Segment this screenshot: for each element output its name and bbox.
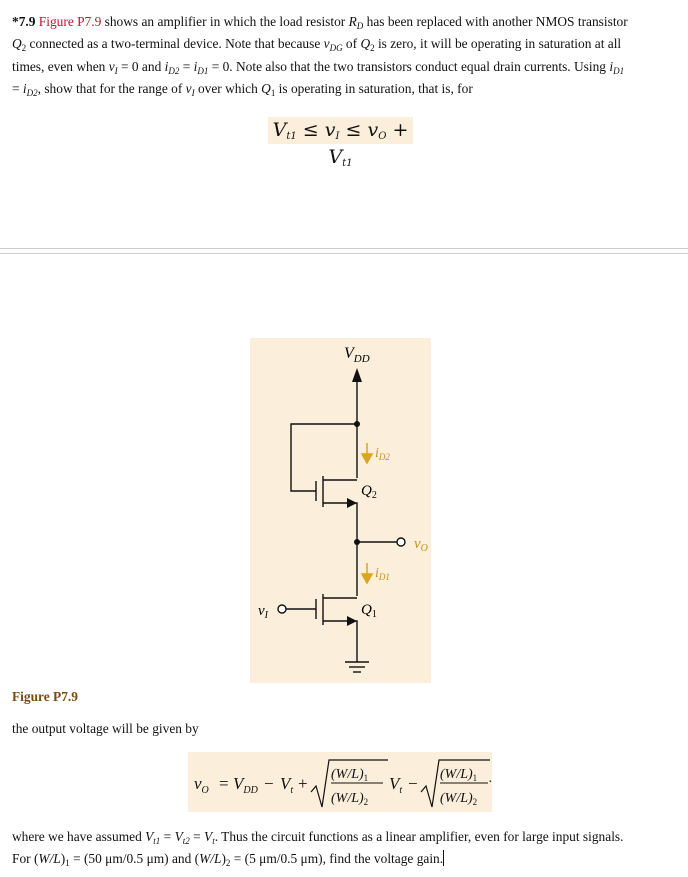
symbol-id2: i (164, 58, 169, 74)
sub: 1 (472, 773, 478, 783)
text: ) (60, 851, 66, 867)
sub: O (201, 785, 209, 796)
text: shows an amplifier in which the load resistor (101, 14, 349, 29)
text: = (12, 81, 23, 97)
sub: 2 (472, 797, 478, 807)
sym: V (272, 119, 287, 141)
text: , show that for the range of (37, 81, 186, 97)
sub: I (114, 65, 118, 76)
symbol-vdg: v (323, 36, 330, 52)
sub: t (212, 836, 215, 846)
text: of (342, 36, 361, 52)
vdd-label: $V_{DD}$ (344, 345, 370, 365)
sub: t (399, 785, 403, 796)
sub: DD (243, 785, 258, 796)
symbol-q2: Q (12, 36, 22, 52)
sym: v (324, 119, 336, 141)
text: = 0. Note also that the two transistors conduct equal drain currents. Using (208, 58, 610, 74)
sub: 2 (225, 858, 231, 869)
sym: − (408, 774, 418, 793)
sym: + (392, 119, 409, 141)
svg-text:(W/L)1 (440, 767, 477, 783)
svg-text:vO (194, 774, 209, 796)
sym: V (328, 146, 343, 168)
text: over which (194, 81, 262, 97)
output-intro: the output voltage will be given by (12, 721, 199, 736)
figure-link[interactable]: Figure P7.9 (38, 14, 102, 29)
symbol-vi: v (108, 58, 115, 74)
svg-text:(W/L)1 (331, 767, 368, 783)
sub: t1 (286, 131, 297, 142)
sub: 1 (363, 773, 369, 783)
text: For ( (12, 851, 39, 867)
sub: 1 (65, 858, 70, 869)
symbol-id2: i (22, 81, 27, 97)
text: = (189, 829, 205, 844)
svg-text:(W/L)2 (440, 791, 477, 807)
text: is operating in saturation, that is, for (275, 81, 473, 97)
sub: I (335, 131, 340, 142)
text: = 0 and (117, 58, 165, 74)
sym: (W/L) (440, 791, 473, 806)
text: ) (221, 851, 226, 867)
q2-label: $Q_2$ (361, 483, 377, 501)
conclusion-text (12, 826, 676, 871)
sym: (W/L) (331, 791, 364, 806)
sym: W/L (38, 851, 61, 867)
sub: DG (329, 43, 343, 54)
figure-caption: Figure P7.9 (12, 689, 78, 704)
sym: ≤ (345, 119, 362, 141)
vo-label: $v_O$ (414, 536, 428, 554)
text: is zero, it will be operating in saturation at all (374, 36, 622, 52)
sym: + (298, 774, 308, 793)
sym: V (145, 829, 154, 844)
symbol-id1: i (193, 58, 198, 74)
sub: D (356, 21, 364, 31)
sym: V (174, 829, 183, 844)
text: = (50 μm/0.5 μm) and ( (69, 851, 200, 867)
svg-text:VDD (233, 774, 259, 796)
text: = (5 μm/0.5 μm), find the voltage gain. (230, 851, 444, 867)
text: = (179, 58, 194, 74)
sym: V (204, 829, 213, 844)
sym: V (389, 774, 400, 793)
sym: − (264, 774, 274, 793)
sym: ≤ (302, 119, 319, 141)
text: . Thus the circuit functions as a linear amplifier, even for large input signals. (214, 829, 624, 844)
sym: W/L (199, 851, 222, 867)
symbol-id1: i (609, 58, 614, 74)
sub: O (378, 131, 387, 142)
sub: t1 (342, 158, 353, 169)
sub: 1 (270, 88, 276, 99)
sub: 2 (370, 43, 375, 54)
symbol-vi: v (185, 81, 192, 97)
id1-label: $i_{D1}$ (375, 566, 390, 582)
svg-text:Vt (389, 774, 402, 796)
sym: V (233, 774, 244, 793)
symbol-q1: Q (261, 81, 271, 97)
symbol-q2: Q (360, 36, 371, 52)
id2-label: $i_{D2}$ (375, 446, 390, 462)
sub: 2 (21, 43, 27, 54)
sub: t (290, 785, 294, 796)
sub: 2 (363, 797, 369, 807)
symbol-rd: R (348, 14, 357, 29)
text: connected as a two-terminal device. Note that because (26, 36, 324, 52)
text-cursor[interactable] (443, 850, 444, 866)
text: has been replaced with another NMOS transistor (363, 14, 628, 29)
text: where we have assumed (12, 829, 146, 844)
text: times, even when (12, 58, 109, 74)
sub: I (191, 88, 195, 99)
sym: v (367, 119, 379, 141)
q1-label: $Q_1$ (361, 602, 377, 620)
sub: D1 (197, 65, 209, 76)
vi-label: $v_I$ (258, 603, 269, 621)
sym: v (194, 774, 202, 793)
svg-text:(W/L)2 (331, 791, 368, 807)
sub: D2 (168, 65, 180, 76)
sym: V (280, 774, 291, 793)
sub: t2 (182, 836, 190, 846)
sym: (W/L) (331, 767, 364, 782)
sub: D1 (613, 65, 625, 76)
sym: = (219, 774, 229, 793)
problem-number: *7.9 (12, 14, 36, 29)
svg-text:Vt (280, 774, 293, 796)
sym: (W/L) (440, 767, 473, 782)
sym: · (488, 775, 493, 790)
sub: D2 (26, 88, 38, 99)
sub: t1 (153, 836, 161, 846)
text: = (160, 829, 175, 844)
